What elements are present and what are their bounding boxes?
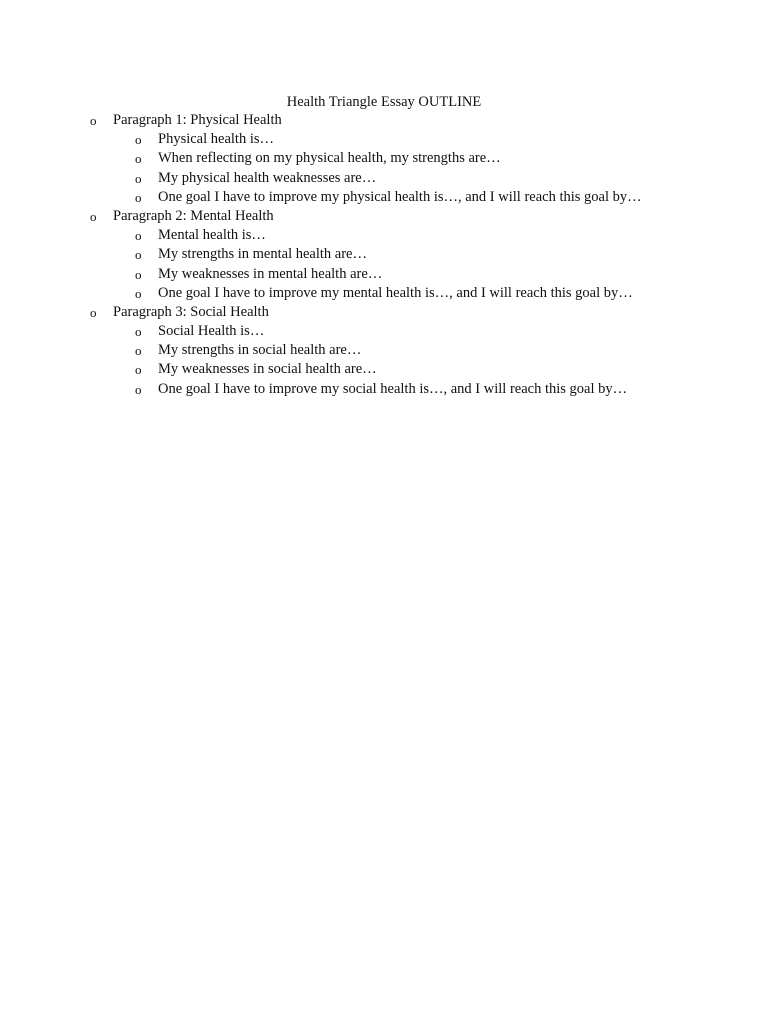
outline-item — [0, 169, 768, 188]
hollow-bullet-icon: o — [135, 189, 142, 205]
outline-item — [0, 245, 768, 264]
outline-item-text: Mental health is… — [158, 227, 266, 244]
outline-heading — [0, 207, 768, 226]
outline-item-text: My weaknesses in mental health are… — [158, 265, 383, 282]
outline-item-text: When reflecting on my physical health, my strengths are… — [158, 150, 501, 167]
hollow-bullet-icon: o — [135, 228, 142, 244]
hollow-bullet-icon: o — [90, 208, 97, 224]
section-heading: Paragraph 1: Physical Health — [113, 112, 282, 128]
outline-item — [0, 284, 768, 303]
hollow-bullet-icon: o — [135, 285, 142, 301]
outline-list — [0, 111, 768, 399]
outline-item-text: My weaknesses in social health are… — [158, 361, 377, 378]
hollow-bullet-icon: o — [135, 170, 142, 186]
outline-item — [0, 265, 768, 284]
hollow-bullet-icon: o — [90, 304, 97, 320]
hollow-bullet-icon: o — [135, 247, 142, 263]
outline-item — [0, 360, 768, 379]
section-heading: Paragraph 2: Mental Health — [113, 207, 274, 224]
outline-item — [0, 149, 768, 168]
outline-item — [0, 341, 768, 360]
outline-item-text: My strengths in social health are… — [158, 342, 362, 359]
document-title: Health Triangle Essay OUTLINE — [286, 94, 482, 110]
hollow-bullet-icon: o — [135, 132, 142, 148]
outline-item — [0, 130, 768, 149]
hollow-bullet-icon: o — [135, 266, 142, 282]
outline-item-text: One goal I have to improve my social health is…, and I will reach this goal by… — [158, 380, 628, 397]
outline-item — [0, 322, 768, 341]
hollow-bullet-icon: o — [135, 151, 142, 167]
outline-item-text: One goal I have to improve my physical health is…, and I will reach this goal by… — [158, 188, 642, 205]
outline-item — [0, 188, 768, 207]
outline-item-text: One goal I have to improve my mental health is…, and I will reach this goal by… — [158, 284, 633, 301]
section-heading: Paragraph 3: Social Health — [113, 303, 269, 320]
hollow-bullet-icon: o — [135, 324, 142, 340]
outline-item — [0, 380, 768, 399]
outline-heading — [0, 303, 768, 322]
outline-item-text: My strengths in mental health are… — [158, 246, 367, 263]
outline-item — [0, 226, 768, 245]
outline-item-text: Social Health is… — [158, 323, 265, 340]
hollow-bullet-icon: o — [135, 381, 142, 397]
outline-item-text: My physical health weaknesses are… — [158, 169, 377, 186]
hollow-bullet-icon: o — [135, 362, 142, 378]
hollow-bullet-icon: o — [135, 343, 142, 359]
outline-heading — [0, 111, 768, 130]
hollow-bullet-icon: o — [90, 113, 97, 128]
outline-item-text: Physical health is… — [158, 131, 274, 148]
